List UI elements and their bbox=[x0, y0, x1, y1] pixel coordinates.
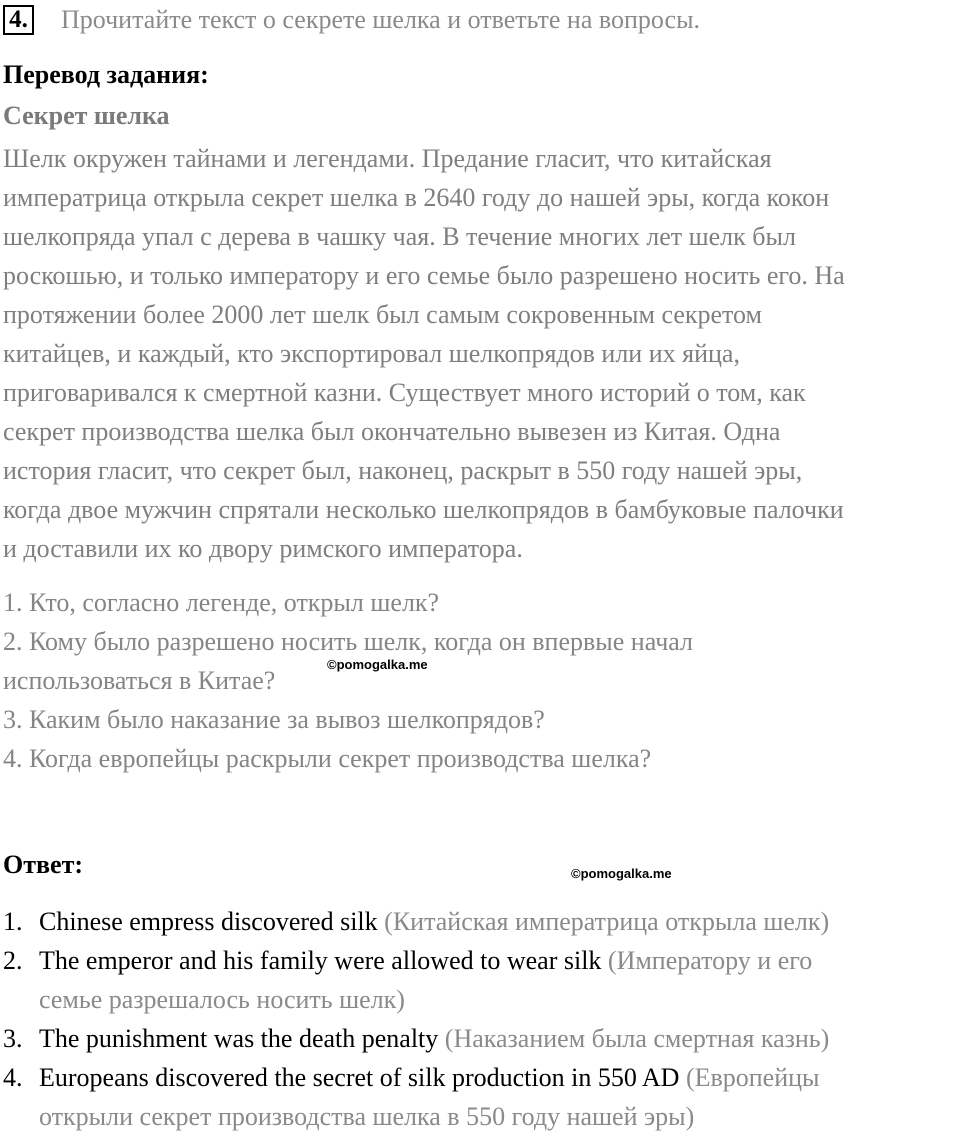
answer-russian: (Императору и его bbox=[607, 946, 813, 975]
article-line: приговаривался к смертной казни. Существует много историй о том, как bbox=[3, 378, 806, 407]
question-item: 3. Каким было наказание за вывоз шелкопрядов? bbox=[3, 705, 545, 734]
answer-russian-continuation: семье разрешалось носить шелк) bbox=[39, 985, 405, 1014]
answer-heading: Ответ: bbox=[3, 850, 84, 879]
answer-english: Chinese empress discovered silk bbox=[39, 907, 378, 936]
answer-item bbox=[3, 941, 958, 1019]
article-line: императрица открыла секрет шелка в 2640 году до нашей эры, когда кокон bbox=[3, 183, 830, 212]
task-instruction: Прочитайте текст о секрете шелка и ответьте на вопросы. bbox=[61, 5, 701, 34]
question-list bbox=[3, 583, 958, 778]
article-title: Секрет шелка bbox=[3, 101, 170, 130]
answer-russian: (Китайская императрица открыла шелк) bbox=[384, 907, 830, 936]
article-line: шелкопряда упал с дерева в чашку чая. В течение многих лет шелк был bbox=[3, 222, 796, 251]
article-line: секрет производства шелка был окончательно вывезен из Китая. Одна bbox=[3, 417, 781, 446]
translation-heading: Перевод задания: bbox=[3, 60, 209, 89]
question-item-continuation: использоваться в Китае? bbox=[3, 666, 276, 695]
answer-english: The punishment was the death penalty bbox=[39, 1024, 439, 1053]
answer-russian: (Наказанием была смертная казнь) bbox=[444, 1024, 830, 1053]
answer-item bbox=[3, 1019, 958, 1058]
article-line: роскошью, и только императору и его семье было разрешено носить его. На bbox=[3, 261, 845, 290]
question-item: 2. Кому было разрешено носить шелк, когда он впервые начал bbox=[3, 627, 694, 656]
answer-item bbox=[3, 902, 958, 941]
article-line: когда двое мужчин спрятали несколько шелкопрядов в бамбуковые палочки bbox=[3, 495, 844, 524]
answer-number: 1. bbox=[3, 907, 23, 936]
answer-number: 4. bbox=[3, 1063, 23, 1092]
watermark: ©pomogalka.me bbox=[327, 657, 428, 672]
article-line: Шелк окружен тайнами и легендами. Предание гласит, что китайская bbox=[3, 144, 772, 173]
answer-russian: (Европейцы bbox=[685, 1063, 820, 1092]
answer-number: 2. bbox=[3, 946, 23, 975]
article-line: и доставили их ко двору римского императора. bbox=[3, 534, 523, 563]
answer-number: 3. bbox=[3, 1024, 23, 1053]
article-body bbox=[3, 139, 958, 568]
article-line: протяжении более 2000 лет шелк был самым сокровенным секретом bbox=[3, 300, 763, 329]
task-number: 4. bbox=[3, 5, 34, 35]
answer-english: The emperor and his family were allowed to wear silk bbox=[39, 946, 602, 975]
watermark: ©pomogalka.me bbox=[571, 866, 672, 881]
question-item: 1. Кто, согласно легенде, открыл шелк? bbox=[3, 588, 440, 617]
question-item: 4. Когда европейцы раскрыли секрет производства шелка? bbox=[3, 744, 652, 773]
article-line: китайцев, и каждый, кто экспортировал шелкопрядов или их яйца, bbox=[3, 339, 740, 368]
task-header bbox=[3, 3, 700, 37]
answer-list bbox=[3, 902, 958, 1136]
answer-item bbox=[3, 1058, 958, 1136]
answer-russian-continuation: открыли секрет производства шелка в 550 году нашей эры) bbox=[39, 1102, 695, 1131]
article-line: история гласит, что секрет был, наконец, раскрыт в 550 году нашей эры, bbox=[3, 456, 803, 485]
answer-english: Europeans discovered the secret of silk production in 550 AD bbox=[39, 1063, 680, 1092]
